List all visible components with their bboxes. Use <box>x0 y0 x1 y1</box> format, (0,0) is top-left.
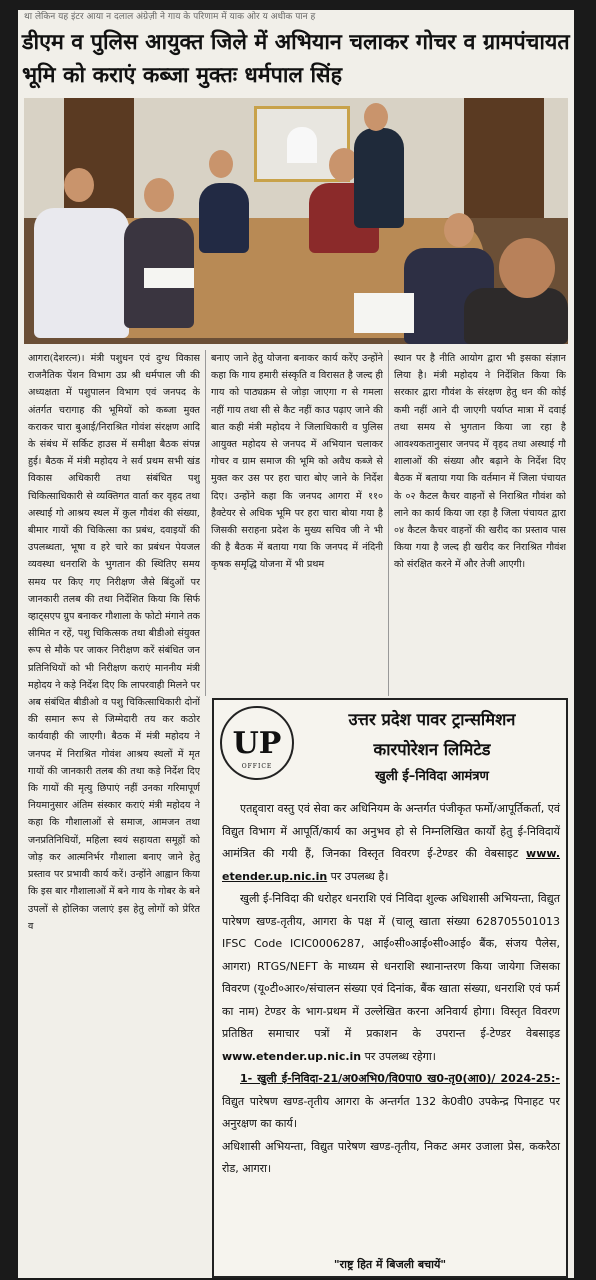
up-power-logo-icon: UP OFFICE <box>220 706 294 780</box>
etender-link-2[interactable]: www.etender.up.nic.in <box>222 1049 362 1063</box>
ad-title-line-2: कारपोरेशन लिमिटेड <box>373 740 491 759</box>
article-column-1: आगरा(देशरत्न)। मंत्री पशुधन एवं दुग्ध विकास राजनैतिक पेंशन विभाग उप्र श्री धर्मपाल जी की अध्यक्षता में पशुपालन विभाग एवं जनपद के अंतर्गत चरागाह की भूमियों को कब्जा मुक्त कराकर चारा बुआई/निराश्रित गोवंश संरक्षण आदि के संबंध में सर्किट हाउस में समीक्षा बैठक संपन्न हुई। बैठक में मंत्री महोदय ने सर्व प्रथम सभी खंड विकास अधिकारी तथा संबंधित पशु चिकित्साधिकारी से व्यक्तिगत वार्ता कर वृहद तथा अस्थाई गो आश्रय स्थल में कुल गौवंश की संख्या, बीमार गायों की चिकित्सा का प्रबंध, दवाइयों की उपलब्धता, भूषा व हरे चारे का प्रबंधन पेयजल व्यवस्था धनराशि के भुगतान की स्थितिए समय समय पर किए गए निरीक्षण जैसे बिंदुओं पर जानकारी तलब की तथा निर्देशित किया कि सिर्फ व्हाट्सएप ग्रुप बनाकर गौशाला के फोटो मंगाने तक सीमित न रहें, पशु चिकित्सक तथा बीडीओ संयुक्त रूप से मौके पर जाकर निरीक्षण करें संबंधित जन प्रतिनिधियों को भी निरीक्षण कराएं माननीय मंत्री महोदय ने कड़े निर्देश दिए कि लापरवाही मिलने पर अब संबंधित बीडीओ व पशु चिकित्साधिकारी दोनों की समान रूप से जिम्मेदारी तय कर कठोर कार्यवाही की जाएगी। बैठक में मंत्री महोदय ने जनपद में निराश्रित गोवंश आश्रय स्थलों में मृत गायों की जानकारी तलब की तथा कड़े निर्देश दिए कि गायों की मृत्यु छिपाएं नहीं उनका गरिमापूर्ण नियमानुसार अंतिम संस्कार कराएं मंत्री महोदय ने कहा कि गौशालाओं से समाज, आमजन तथा जनप्रतिनिधियों, महिला स्वयं सहायता समूहों को जोड़ कर आत्मनिर्भर गौशाला बनाए जाने हेतु प्रस्ताव पर प्रभावी कार्य करें। उन्होंने आह्वान किया कि इस बार गौशालाओं में बने गाय के गोबर के बने उपलों से होलिका जलाएं इस हेतु लोगों को प्रेरित व <box>28 353 200 932</box>
article-column-2: बनाए जाने हेतु योजना बनाकर कार्य करेंए उन्होंने कहा कि गाय हमारी संस्कृति व विरासत है जल्द ही गाय को पाठ्यक्रम से जोड़ा जाएगा ग से गमला नहीं गाय तथा सी से कैट नहीं काउ पढ़ाए जाने की बात कही मंत्री महोदय ने जिलाधिकारी व पुलिस आयुक्त महोदय से जनपद में अभियान चलाकर गोचर व ग्राम समाज की भूमि को अवैध कब्जे से मुक्त कर उस पर हरा चारा बोए जाने के निर्देश दिए। उन्होंने कहा कि जनपद आगरा में ११० हैक्टेयर से अधिक भूमि पर हरा चारा बोया गया है जिसकी सराहना प्रदेश के मुख्य सचिव जी ने भी की है बैठक में बताया गया कि जनपद में नंदिनी कृषक समृद्धि योजना में भी प्रथम <box>211 353 383 571</box>
ad-body <box>222 798 560 1181</box>
ad-paragraph-2: खुली ई-निविदा की धरोहर धनराशि एवं निविदा शुल्क अधिशासी अभियन्ता, विद्युत पारेषण खण्ड-तृतीय, आगरा के पक्ष में (चालू खाता संख्या 628705501013 IFSC Code ICIC0006287, आई०सी०आई०सी०आई० बैंक, संजय पैलेस, आगरा) RTGS/NEFT के माध्यम से धनराशि स्थानान्तरण किया जायेगा जिसका विवरण (यू०टी०आर०/संचालन संख्या एवं दिनांक, बैंक खाता संख्या, धनराशि एवं फर्म का नाम) टेण्डर के भाग-प्रथम में उल्लेखित करना अनिवार्य होगा। विस्तृत विवरण प्रतिष्ठित समाचार पत्रों में प्रकाशन के उपरान्त ई-टेण्डर वेबसाइड www.etender.up.nic.in पर उपलब्ध रहेगा। <box>222 892 560 1063</box>
article-column-3: स्थान पर है नीति आयोग द्वारा भी इसका संज्ञान लिया है। मंत्री महोदय ने निर्देशित किया कि सरकार द्वारा गौवंश के संरक्षण हेतु धन की कोई कमी नहीं आने दी जाएगी पर्याप्त मात्रा में दवाई तथा समय से भुगतान किया जा रहा है आवश्यकतानुसार जनपद में वृहद तथा अस्थाई गौ शालाओं की संख्या और बढ़ाने के निर्देश दिए बैठक में बताया गया कि वर्तमान में जिला पंचायत के ०२ कैटल कैचर वाहनों से निराश्रित गौवंश को लाने का कार्य किया जा रहा है जिला पंचायत द्वारा ०४ कैटल कैचर वाहनों की खरीद का प्रस्ताव पास किया गया है जल्द ही खरीद कर निराश्रित गौवंश को संरक्षित करने में और तेजी आएगी। <box>394 353 566 571</box>
ad-title-line-1: उत्तर प्रदेश पावर ट्रान्समिशन <box>348 710 516 729</box>
ad-item-1: 1- खुली ई-निविदा-21/अ0अभि0/वि0पा0 ख0-तृ0(आ0)/ 2024-25:- विद्युत पारेषण खण्ड-तृतीय आगरा के अन्तर्गत 132 के0वी0 उपकेन्द्र पिनाहट पर अनुरक्षण का कार्य। <box>222 1072 560 1130</box>
ad-paragraph-1: एतद्द्वारा वस्तु एवं सेवा कर अधिनियम के अन्तर्गत पंजीकृत फर्मो/आपूर्तिकर्ता, एवं विद्युत विभाग में आपूर्ति/कार्य का अनुभव हो से निम्नलिखित कार्यों हेतु ई-निविदायें आमंत्रित की गयी हैं, जिनका विस्तृत विवरण ई-टेण्डर की वेबसाइट www. etender.up.nic.in पर उपलब्ध है। <box>222 802 560 883</box>
ad-footer-slogan: "राष्ट्र हित में बिजली बचायें" <box>333 1258 447 1271</box>
previous-article-fragment: था लेकिन यह इंटर आया न दलाल अंग्रेज़ी ने गाय के परिणाम में याक ओर य अधीक पान ह <box>24 12 316 22</box>
meeting-photo <box>24 98 568 344</box>
etender-link[interactable]: www. etender.up.nic.in <box>222 847 560 883</box>
newspaper-page <box>18 10 574 1278</box>
ad-subtitle: खुली ई–निविदा आमंत्रण <box>375 769 489 784</box>
tender-advertisement <box>212 698 568 1278</box>
ad-address: अधिशासी अभियन्ता, विद्युत पारेषण खण्ड-तृतीय, निकट अमर उजाला प्रेस, ककरैठा रोड, आगरा। <box>222 1139 560 1175</box>
headline: डीएम व पुलिस आयुक्त जिले में अभियान चलाकर गोचर व ग्रामपंचायत भूमि को कराएं कब्जा मुक्तः धर्मपाल सिंह <box>22 30 570 88</box>
